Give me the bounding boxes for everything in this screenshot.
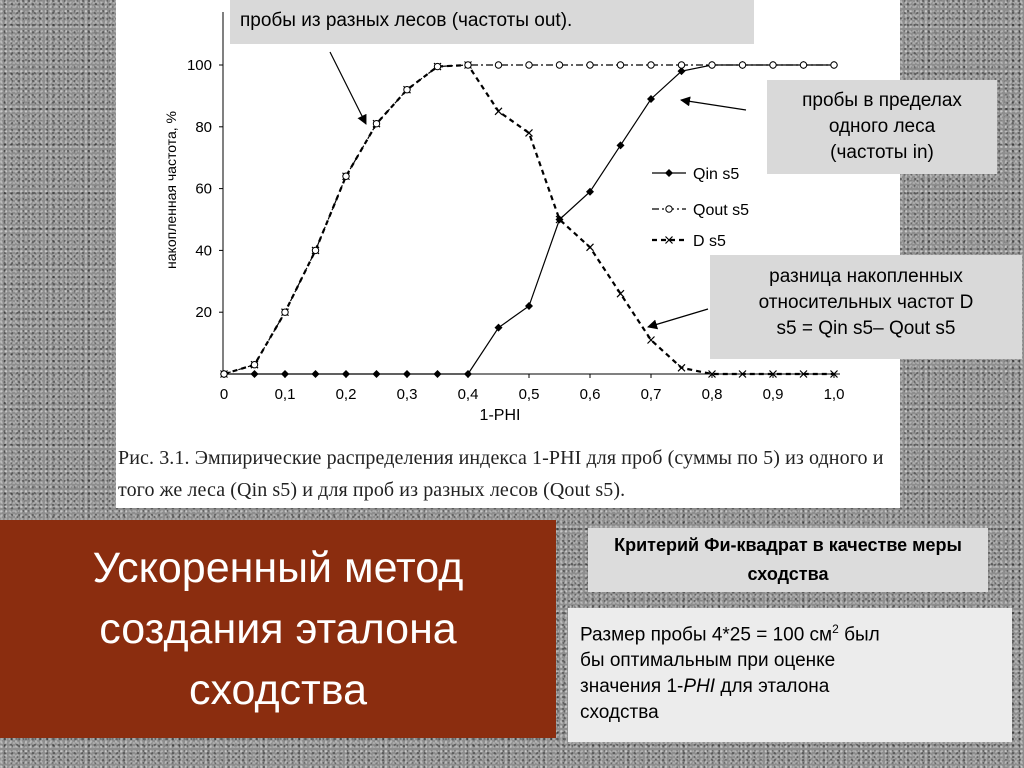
data-point-diamond [665, 169, 673, 177]
x-tick-label: 0,7 [640, 386, 662, 403]
data-point-circle [770, 62, 776, 68]
x-tick-label: 0,5 [518, 386, 540, 403]
data-point-circle [666, 206, 672, 212]
data-point-circle [343, 173, 349, 179]
legend-label: D s5 [693, 233, 726, 250]
x-tick-label: 0,6 [579, 386, 601, 403]
data-point-diamond [251, 370, 259, 378]
callout-in-line: (частоты in) [830, 142, 934, 163]
data-point-circle [312, 247, 318, 253]
size-note-superscript: 2 [832, 622, 839, 636]
size-note-line-3 [580, 674, 1000, 700]
y-tick-label: 80 [195, 118, 212, 136]
size-note-italic: PHI [683, 676, 716, 698]
x-axis-label: 1-PHI [479, 407, 521, 424]
data-point-circle [556, 62, 562, 68]
callout-out-frequencies [230, 0, 754, 44]
data-point-diamond [434, 370, 442, 378]
data-point-circle [617, 62, 623, 68]
x-tick-label: 0,3 [396, 386, 418, 403]
sample-size-note [568, 608, 1012, 742]
size-note-line-1 [580, 616, 1000, 648]
legend-label: Qin s5 [693, 166, 740, 183]
data-point-diamond [617, 141, 625, 149]
data-point-circle [465, 62, 471, 68]
slide-title [0, 520, 556, 738]
data-point-circle [709, 62, 715, 68]
data-point-diamond [403, 370, 411, 378]
callout-difference [710, 255, 1022, 359]
size-note-text: был [838, 624, 880, 646]
data-point-circle [800, 62, 806, 68]
size-note-line-4: сходства [580, 702, 659, 724]
data-point-diamond [464, 370, 472, 378]
data-point-circle [831, 62, 837, 68]
data-point-circle [404, 87, 410, 93]
callout-out-text: пробы из разных лесов (частоты out). [240, 10, 573, 31]
size-note-text: значения 1- [580, 676, 684, 698]
arrow-in [681, 100, 746, 110]
data-point-circle [434, 63, 440, 69]
legend-label: Qout s5 [693, 202, 750, 219]
size-note-line-2: бы оптимальным при оценке [580, 650, 836, 672]
callout-in-line: пробы в пределах [802, 90, 962, 111]
data-point-circle [495, 62, 501, 68]
slide-title-line: Ускоренный метод [92, 544, 464, 592]
data-point-x [526, 129, 533, 136]
y-tick-label: 40 [195, 242, 212, 260]
x-tick-label: 1,0 [823, 386, 845, 403]
data-point-circle [678, 62, 684, 68]
callout-diff-line: s5 = Qin s5– Qout s5 [776, 318, 956, 339]
chart-legend [652, 166, 749, 250]
x-tick-label: 0,2 [335, 386, 357, 403]
data-point-diamond [342, 370, 350, 378]
data-point-diamond [495, 324, 503, 332]
data-point-x [587, 244, 594, 251]
y-axis-label: накопленная частота, % [163, 111, 179, 269]
data-point-circle [251, 362, 257, 368]
callout-in-line: одного леса [828, 116, 936, 137]
data-point-circle [373, 121, 379, 127]
data-point-x [648, 337, 655, 344]
x-tick-label: 0 [219, 386, 229, 403]
x-tick-label: 0,9 [762, 386, 784, 403]
data-point-circle [587, 62, 593, 68]
x-tick-label: 0,8 [701, 386, 723, 403]
data-point-circle [221, 371, 227, 377]
data-point-circle [648, 62, 654, 68]
size-note-text: Размер пробы 4*25 = 100 см [580, 624, 833, 646]
data-point-circle [526, 62, 532, 68]
callout-diff-line: разница накопленных [769, 266, 963, 287]
data-point-x [495, 108, 502, 115]
data-point-circle [282, 309, 288, 315]
data-point-x [678, 364, 685, 371]
callout-diff-line: относительных частот D [758, 292, 974, 313]
criterion-box: Критерий Фи-квадрат в качестве меры сходства [588, 528, 988, 592]
y-tick-label: 100 [186, 57, 212, 74]
data-point-diamond [373, 370, 381, 378]
y-tick-label: 60 [195, 180, 212, 198]
data-point-diamond [525, 302, 533, 310]
arrow-out [330, 52, 366, 124]
callout-arrows [330, 52, 746, 327]
arrow-diff [648, 309, 708, 327]
data-point-circle [739, 62, 745, 68]
callout-in-frequencies [767, 80, 997, 174]
x-tick-label: 0,4 [457, 386, 479, 403]
data-point-x [617, 290, 624, 297]
data-point-diamond [312, 370, 320, 378]
x-tick-label: 0,1 [274, 386, 296, 403]
figure-caption: Рис. 3.1. Эмпирические распределения индекса 1-PHI для проб (суммы по 5) из одного и того же леса (Qin s5) и для проб из разных лесов (Qout s5). [118, 447, 884, 501]
slide-title-line: создания эталона [99, 605, 457, 653]
size-note-text: для эталона [715, 676, 830, 698]
data-point-diamond [281, 370, 289, 378]
slide-title-line: сходства [188, 666, 368, 714]
y-tick-label: 20 [195, 304, 212, 322]
